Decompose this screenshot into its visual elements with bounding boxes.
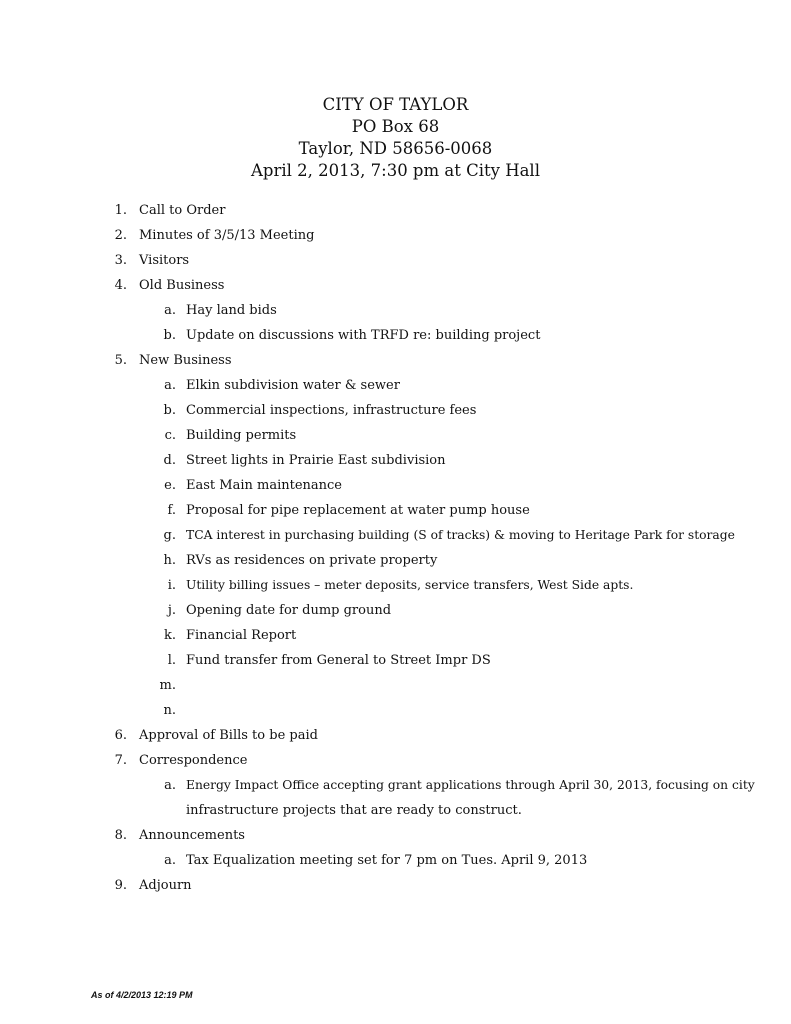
agenda-item-adjourn: Adjourn [139,878,192,893]
sub-item-letter: h. [163,553,176,568]
sub-item: Utility billing issues – meter deposits, service transfers, West Side apts. [186,578,634,592]
sub-item: Hay land bids [186,303,277,318]
agenda-item-visitors: Visitors [139,253,190,268]
sub-item: TCA interest in purchasing building (S of tracks) & moving to Heritage Park for storage [186,528,735,542]
sub-item-letter: g. [163,528,176,543]
item-number: 3. [114,253,127,268]
meeting-date: April 2, 2013, 7:30 pm at City Hall [251,161,540,180]
sub-item: Proposal for pipe replacement at water pump house [186,503,530,518]
sub-item: Tax Equalization meeting set for 7 pm on Tues. April 9, 2013 [186,853,588,868]
sub-item-letter: a. [164,303,176,318]
item-number: 4. [114,278,127,293]
item-number: 9. [114,878,127,893]
sub-item: Commercial inspections, infrastructure fees [186,403,477,418]
sub-item-letter: k. [163,628,176,643]
item-number: 7. [114,753,127,768]
sub-item-letter: a. [164,378,176,393]
agenda-item-correspondence: Correspondence [139,753,248,768]
sub-item-letter: i. [167,578,176,593]
sub-item-letter: l. [167,653,176,668]
sub-item-letter: j. [167,603,176,618]
sub-item: RVs as residences on private property [186,553,438,568]
agenda-item-new-business: New Business [139,353,232,368]
city-name: CITY OF TAYLOR [322,95,469,114]
sub-item-letter: c. [164,428,176,443]
city-address: Taylor, ND 58656-0068 [298,139,493,158]
sub-item: Elkin subdivision water & sewer [186,378,400,393]
po-box: PO Box 68 [351,117,440,136]
sub-item-letter: a. [164,853,176,868]
sub-item-letter: m. [159,678,176,693]
item-number: 6. [114,728,127,743]
sub-item: Update on discussions with TRFD re: building project [186,328,541,343]
agenda-item-call-to-order: Call to Order [139,203,226,218]
sub-item-letter: e. [164,478,176,493]
sub-item: Fund transfer from General to Street Impr DS [186,653,491,668]
item-number: 5. [114,353,127,368]
item-number: 2. [114,228,127,243]
sub-item: Building permits [186,428,297,443]
sub-item-letter: b. [163,403,176,418]
sub-item-letter: n. [163,703,176,718]
item-number: 8. [114,828,127,843]
agenda-item-minutes: Minutes of 3/5/13 Meeting [139,228,315,243]
sub-item: Energy Impact Office accepting grant applications through April 30, 2013, focusing on city [186,778,755,792]
sub-item: East Main maintenance [186,478,342,493]
agenda-item-old-business: Old Business [139,278,225,293]
sub-item: Opening date for dump ground [186,603,392,618]
sub-item: Street lights in Prairie East subdivision [186,453,446,468]
sub-item: Financial Report [186,628,297,643]
item-number: 1. [114,203,127,218]
agenda-item-announcements: Announcements [139,828,245,843]
sub-item-continuation: infrastructure projects that are ready to construct. [186,803,522,818]
timestamp-footer: As of 4/2/2013 12:19 PM [91,990,193,1000]
sub-item-letter: f. [167,503,176,518]
sub-item-letter: a. [164,778,176,793]
sub-item-letter: b. [163,328,176,343]
sub-item-letter: d. [163,453,176,468]
agenda-item-approval-of-bills: Approval of Bills to be paid [139,728,318,743]
